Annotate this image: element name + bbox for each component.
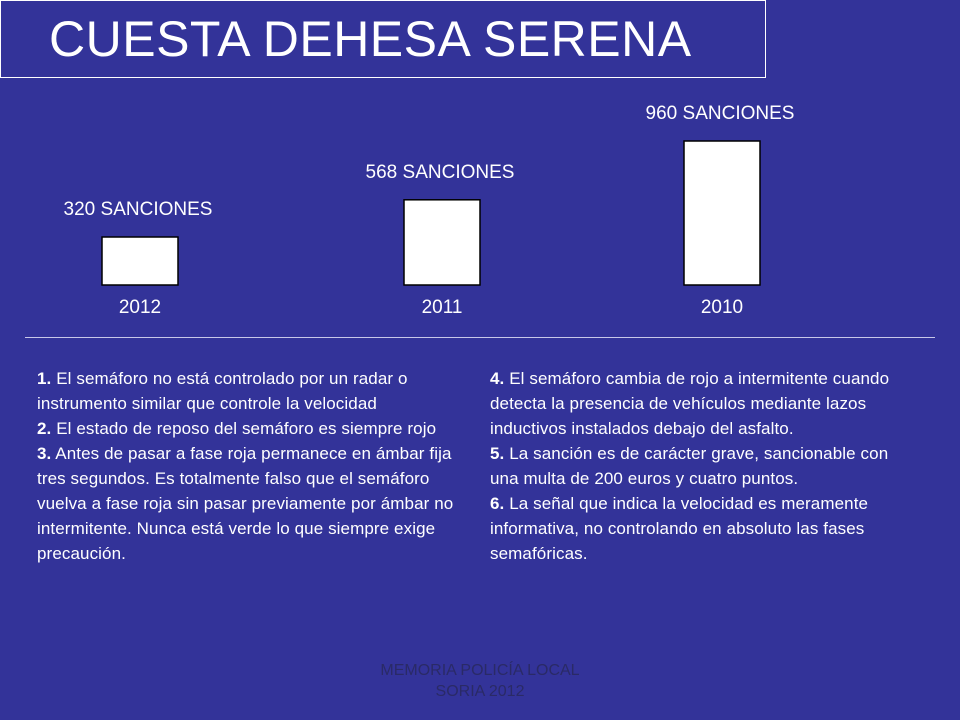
- note-number: 3.: [37, 444, 52, 463]
- note-item-2: [37, 416, 477, 441]
- x-tick-label-2012: 2012: [118, 297, 162, 318]
- footer-line-2: SORIA 2012: [435, 683, 525, 700]
- note-text: El semáforo cambia de rojo a intermitente cuando detecta la presencia de vehículos mediante lazos inductivos instalados debajo del asfalto.: [490, 369, 890, 438]
- note-number: 6.: [490, 494, 505, 513]
- note-text: La señal que indica la velocidad es meramente informativa, no controlando en absoluto las fases semafóricas.: [490, 494, 869, 563]
- note-number: 1.: [37, 369, 52, 388]
- note-item-1: [37, 366, 477, 416]
- note-number: 2.: [37, 419, 52, 438]
- note-item-3: [37, 441, 477, 566]
- note-item-4: [490, 366, 920, 441]
- note-number: 4.: [490, 369, 505, 388]
- bar-2011: [404, 200, 480, 285]
- footer: [330, 660, 630, 702]
- note-item-6: [490, 491, 920, 566]
- bar-2012: [102, 237, 178, 285]
- note-text: El semáforo no está controlado por un radar o instrumento similar que controle la velocidad: [37, 369, 408, 413]
- data-label-2012: 320 SANCIONES: [63, 199, 213, 220]
- notes-right-column: [490, 366, 920, 566]
- title-box: [0, 0, 766, 78]
- x-tick-label-2011: 2011: [421, 297, 463, 318]
- note-number: 5.: [490, 444, 505, 463]
- note-item-5: [490, 441, 920, 491]
- note-text: El estado de reposo del semáforo es siempre rojo: [51, 419, 437, 438]
- page-title: CUESTA DEHESA SERENA: [49, 11, 692, 67]
- note-text: Antes de pasar a fase roja permanece en ámbar fija tres segundos. Es totalmente falso que el semáforo vuelva a fase roja sin pasar previamente por ámbar no intermitente. Nunca está verde lo que siempre exige precaución.: [37, 444, 454, 563]
- sanctions-bar-chart: [0, 90, 960, 330]
- bar-2010: [684, 141, 760, 285]
- notes-left-column: [37, 366, 477, 566]
- footer-line-1: MEMORIA POLICÍA LOCAL: [380, 662, 580, 679]
- divider-line: [25, 337, 935, 338]
- data-label-2010: 960 SANCIONES: [645, 103, 795, 124]
- x-tick-label-2010: 2010: [700, 297, 744, 318]
- note-text: La sanción es de carácter grave, sancionable con una multa de 200 euros y cuatro puntos.: [490, 444, 889, 488]
- data-label-2011: 568 SANCIONES: [365, 161, 515, 183]
